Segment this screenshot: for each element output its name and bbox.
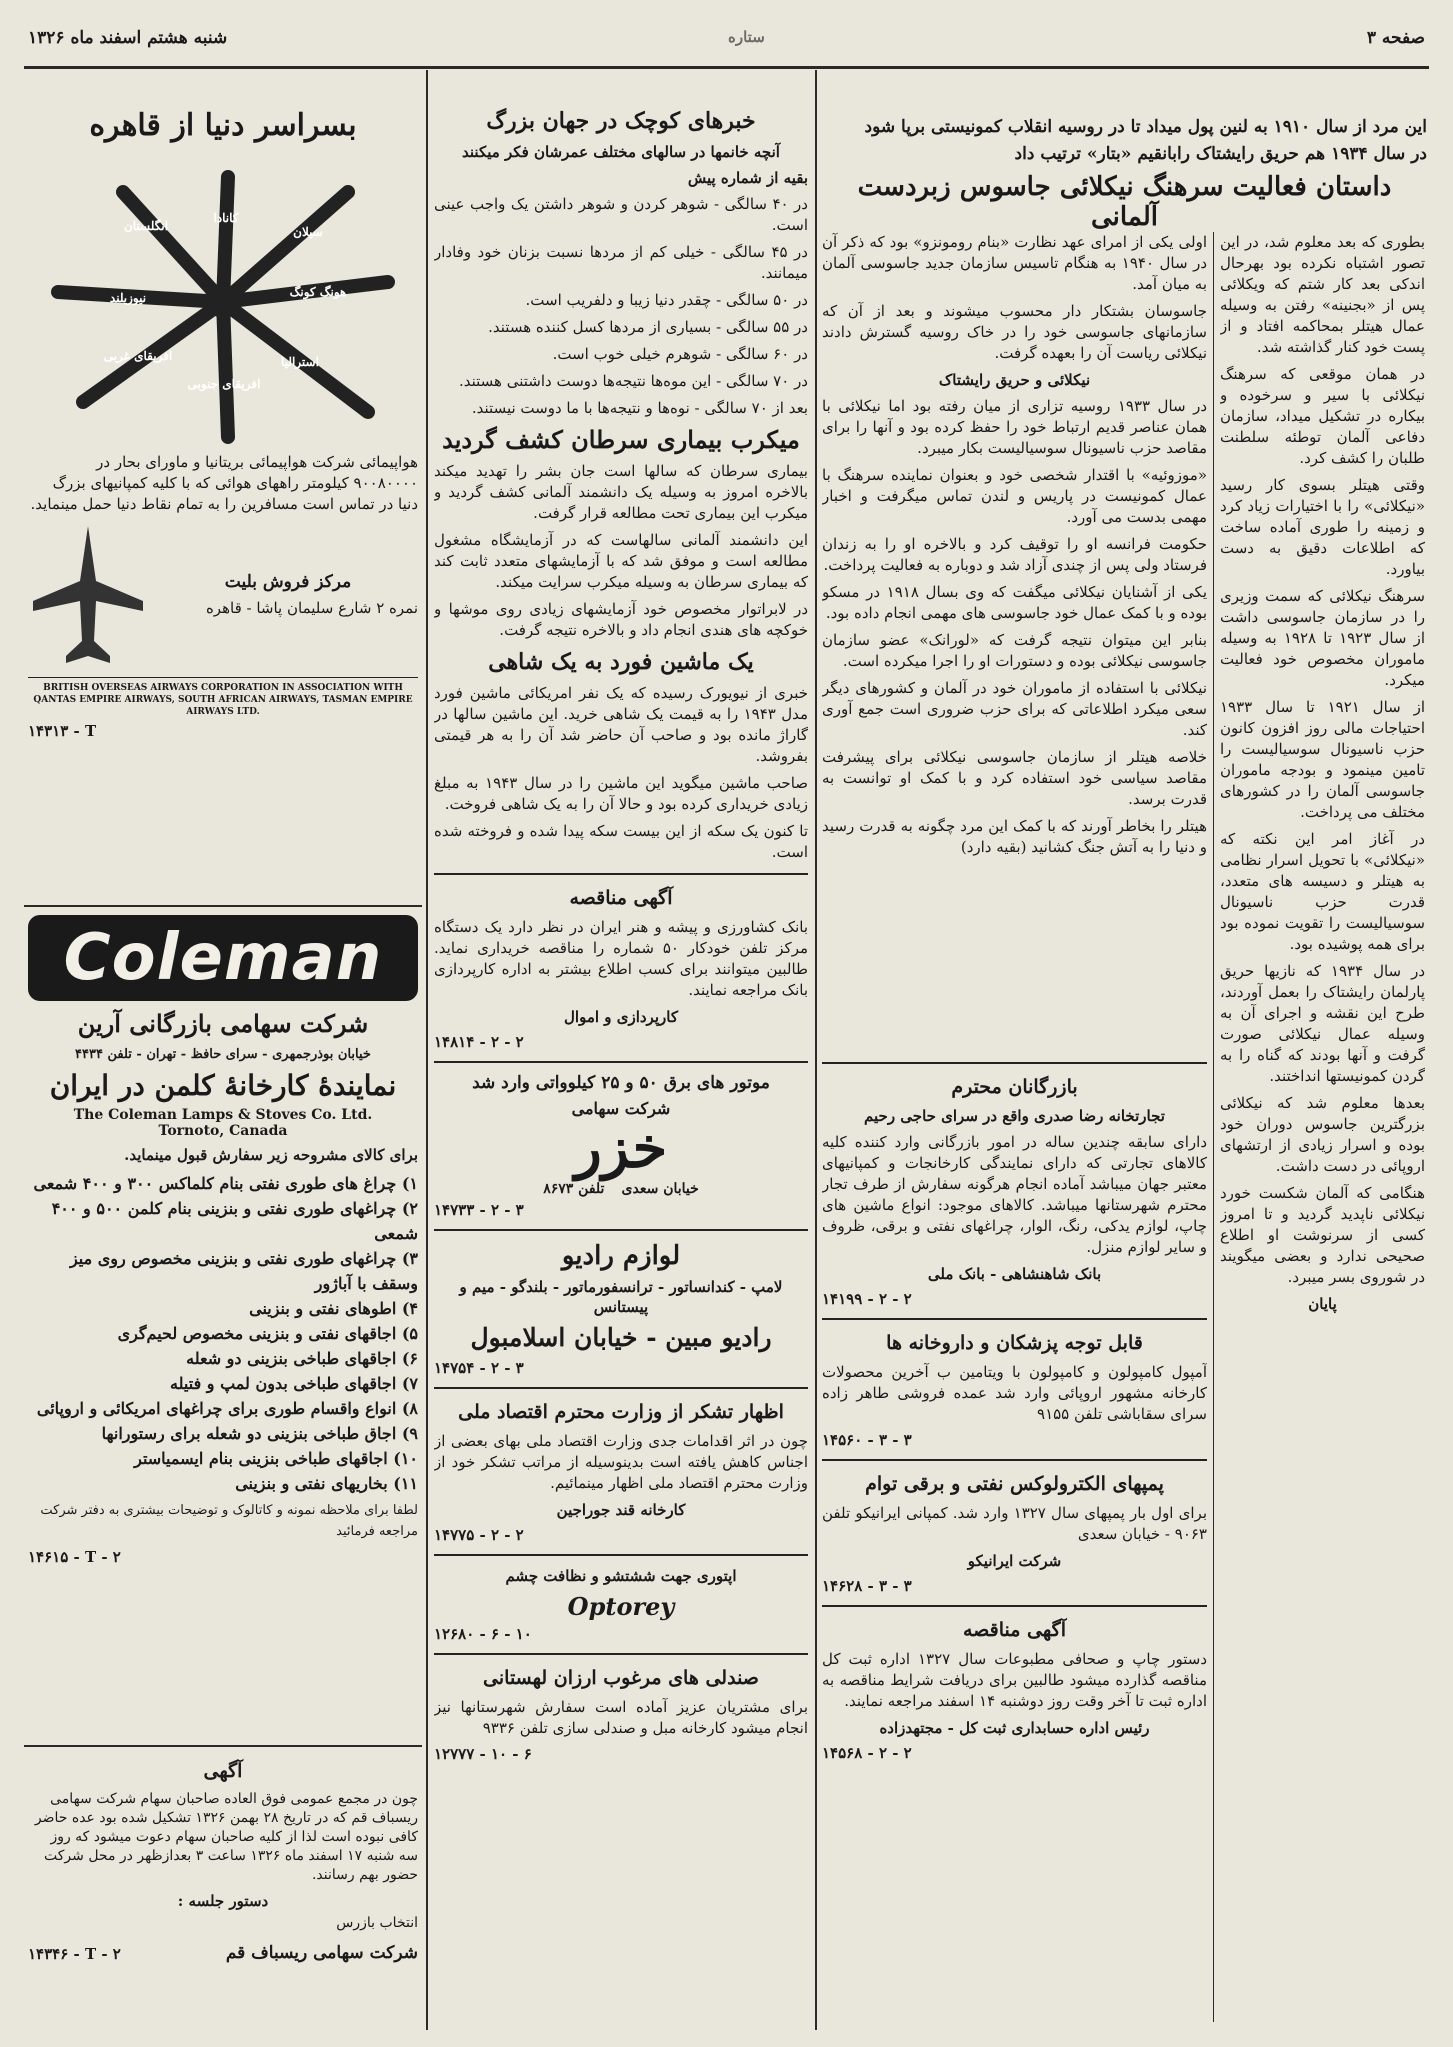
tender-right-body: دستور چاپ و صحافی مطبوعات سال ۱۳۲۷ اداره ثبت کل مناقصه گذارده میشود طالبین برای دریافت شرایط مناقصه به اداره ثبت تا آخر وقت روز دوشنبه ۱۴ اسفند مراجعه نمایند. [822, 1650, 1207, 1710]
radio-big: رادیو مبین - خیابان اسلامبول [470, 1323, 772, 1352]
radio-code: ۱۴۷۵۴ - ۲ - ۳ [434, 1359, 524, 1377]
left-rule-2 [24, 1745, 422, 1747]
spy-p7: در سال ۱۹۳۴ که نازیها حریق پارلمان رایشتاک را بعمل آوردند، طرح این نقشه و اجرای آن به وسیله عمال نیکلائی صورت گرفت و آنها بودند که گناه را به گردن کمونیستها انداختند. [1220, 962, 1425, 1085]
boac-ad [28, 100, 418, 900]
merchants-sub: تجارتخانه رضا صدری واقع در سرای حاجی رحیم [864, 1107, 1165, 1125]
pumps-code: ۱۴۶۲۸ - ۳ - ۳ [822, 1577, 912, 1595]
notice-company: شرکت سهامی ریسباف قم [225, 1943, 418, 1963]
column-rule-3 [1213, 232, 1214, 2022]
coleman-code: ۱۴۶۱۵ - T - ۲ [28, 1548, 121, 1566]
boac-title: بسراسر دنیا از قاهره [89, 108, 357, 143]
coleman-item: ۱۱) بخاریهای نفتی و بنزینی [235, 1474, 418, 1493]
small-news-item-5: در ۶۰ سالگی - شوهرم خیلی خوب است. [552, 345, 808, 363]
boac-office: نمره ۲ شارع سلیمان پاشا - قاهره [205, 599, 418, 617]
issue-date: شنبه هشتم اسفند ماه ۱۳۲۶ [28, 28, 228, 48]
khazar-code: ۱۴۷۳۳ - ۲ - ۳ [434, 1201, 524, 1219]
thanks-title: اظهار تشکر از وزارت محترم اقتصاد ملی [458, 1401, 784, 1423]
ford-p1: خبری از نیویورک رسیده که یک نفر امریکائی ماشین فورد مدل ۱۹۴۳ را به قیمت یک شاهی خرید. این ماشین سالها در گاراژ مانده بود و صاحب آن حاضر شد آن را به هر قیمتی بفروشد. [434, 684, 808, 765]
optorey-title: اپتوری جهت ششتشو و نظافت چشم [505, 1567, 737, 1585]
khazar-name-big: خزر [574, 1115, 668, 1181]
cancer-p1: بیماری سرطان که سالها است جان بشر را تهدید میکند بالاخره امروز به وسیله یک دانشمند آلمانی کشف گردید و میکرب این بیماری تحت مطالعه قرار گرفت. [434, 462, 808, 522]
thanks-signature: کارخانه قند جوراجین [556, 1501, 686, 1519]
coleman-item: ۱) چراغ های طوری نفتی بنام کلماکس ۳۰۰ و ۴۰۰ شمعی [33, 1174, 418, 1193]
coleman-item: ۸) انواع واقسام طوری برای چراغهای امریکائی و اروپائی [36, 1399, 418, 1418]
column-rule-1 [426, 70, 428, 2030]
right-ads [822, 1062, 1207, 2022]
spy-b-p4: «موزوئیه» با اقتدار شخصی خود و بعنوان نماینده سرهنگ با عمال کمونیست در پاریس و لندن تماس میگرفت و اخبار مهمی بدست می آورد. [822, 466, 1207, 526]
small-news-item-2: در ۴۵ سالگی - خیلی کم از مردها نسبت بزنان خود وفادار میمانند. [434, 243, 808, 282]
spy-b-p3: در سال ۱۹۳۳ روسیه تزاری از میان رفته بود اما نیکلائی با همان عناصر قدیم ارتباط خود را حفظ کرده بود و آنها را برای مقاصد حزب ناسیونال سوسیالیست بکار میبرد. [822, 397, 1207, 457]
spy-p6: در آغاز امر این نکته که «نیکلائی» با تحویل اسرار نظامی به هیتلر و دسیسه های متعدد، قدرت حزب ناسیونال سوسیالیست را تقویت نموده بود برای همه پوشیده بود. [1220, 830, 1425, 953]
masthead: ستاره [728, 28, 765, 46]
cancer-p3: در لابراتوار مخصوص خود آزمایشهای زیادی روی موشها و خوکچه های هندی انجام داد و بالاخره نتیجه گرفت. [434, 600, 808, 639]
boac-office-block [28, 521, 418, 671]
route-label: هونگ کونگ [289, 285, 347, 299]
khazar-name-small: شرکت سهامی [571, 1099, 671, 1118]
boac-code: ۱۴۳۱۳ - T [28, 722, 97, 740]
spy-b-p8: نیکلائی با استفاده از ماموران خود در آلمان و کشورهای دیگر سعی میکرد اطلاعاتی که برای حزب ضروری است جمع آوری کند. [822, 679, 1207, 739]
route-label: افریقای غربی [103, 349, 173, 363]
tender-mid-title: آگهی مناقصه [569, 887, 673, 909]
coleman-item: ۷) اجاقهای طباخی بدون لمپ و فتیله [170, 1374, 418, 1393]
spy-p9: هنگامی که آلمان شکست خورد نیکلائی ناپدید گردید و تا امروز کسی از سرنوشت او اطلاع صحیحی ندارد و بعضی میگویند در شوروی بسر میبرد. [1220, 1184, 1425, 1286]
spy-b-p10: هیتلر را بخاطر آورند که با کمک این مرد چگونه به قدرت رسید و دنیا را به آتش جنگ کشانید (بقیه دارد) [822, 817, 1207, 856]
cancer-title: میکرب بیماری سرطان کشف گردید [442, 425, 800, 454]
coleman-item: ۴) اطوهای نفتی و بنزینی [249, 1299, 418, 1318]
spy-headline-1: این مرد از سال ۱۹۱۰ به لنین پول میداد تا در روسیه انقلاب کمونیستی برپا شود [864, 117, 1427, 137]
small-news-item-7: بعد از ۷۰ سالگی - نوه‌ها و نتیجه‌ها با ما دوست نیستند. [471, 399, 808, 417]
notice-agenda-title: دستور جلسه : [177, 1892, 269, 1910]
tender-mid-code: ۱۴۸۱۴ - ۲ - ۲ [434, 1033, 524, 1051]
small-news-item-6: در ۷۰ سالگی - این موه‌ها نتیجه‌ها دوست داشتنی هستند. [458, 372, 808, 390]
pumps-title: پمپهای الکترولوکس نفتی و برقی توام [865, 1473, 1164, 1495]
merchants-body: دارای سابقه چندین ساله در امور بازرگانی وارد کننده کلیه کالاهای تجارتی که دارای نمایندگی کارخانجات و کمپانیهای معتبر جهان میباشد آماده انجام هرگونه سفارش از طرف تجار محترم شهرستانها میباشد. کالاهای موجود: انواع ماشین های چاپ، لوازم یدکی، رنگ، الوار، چراغهای نفتی و برقی، ظروف و سایر لوازم منزل. [822, 1133, 1207, 1256]
radio-body: لامپ - کندانساتور - ترانسفورماتور - بلندگو - میم و پیستانس [459, 1278, 783, 1316]
coleman-note: لطفا برای ملاحظه نمونه و کاتالوک و توضیحات بیشتری به دفتر شرکت مراجعه فرمائید [40, 1503, 418, 1539]
spy-p4: سرهنگ نیکلائی که سمت وزیری را در سازمان جاسوسی داشت از سال ۱۹۲۳ تا ۱۹۲۸ به وسیله ماموران مخصوص خود فعالیت میکرد. [1220, 587, 1425, 689]
notice-footer [28, 1938, 418, 1969]
spy-article-col-b [822, 232, 1207, 1052]
middle-column [434, 100, 808, 2020]
column-rule-2 [815, 70, 817, 2030]
spy-b-p2: جاسوسان بشتکار دار محسوب میشوند و بعد از آن که سازمانهای جاسوسی خود را در خاک روسیه گسترش دادند نیکلائی ریاست آن را بعهده گرفت. [822, 302, 1207, 362]
optorey-brand: Optorey [567, 1592, 675, 1621]
khazar-logo [434, 1099, 808, 1197]
coleman-address: خیابان بوذرجمهری - سرای حافظ - تهران - تلفن ۴۴۳۴ [75, 1047, 371, 1062]
spy-p5: از سال ۱۹۲۱ تا سال ۱۹۳۳ احتیاجات مالی روز افزون کانون حزب ناسیونال سوسیالیست را تامین مینمود و بودجه ماموران جاسوسی آلمان را در کشورهای مختلف می پرداخت. [1220, 698, 1425, 821]
page-header [28, 22, 1425, 62]
coleman-english-2: Tornoto, Canada [158, 1123, 288, 1139]
spy-headline-2: در سال ۱۹۳۴ هم حریق رایشتاک رابانقیم «بتار» ترتیب داد [1014, 144, 1427, 164]
spy-p8: بعدها معلوم شد که نیکلائی بزرگترین جاسوس دوران خود بوده و اسرار زیادی از ارتشهای اروپائی در دست داشت. [1220, 1094, 1425, 1175]
merchants-title: بازرگانان محترم [951, 1076, 1078, 1098]
ford-p2: صاحب ماشین میگوید این ماشین را در سال ۱۹۴۳ به مبلغ زیادی خریداری کرده بود و حالا آن را به یک شاهی فروخت. [434, 774, 808, 813]
coleman-agency: نمایندهٔ کارخانهٔ کلمن در ایران [49, 1069, 397, 1102]
coleman-english-1: The Coleman Lamps & Stoves Co. Ltd. [73, 1107, 373, 1123]
small-news-item-3: در ۵۰ سالگی - چقدر دنیا زیبا و دلفریب است. [525, 291, 808, 309]
route-label: کانادا [213, 211, 239, 225]
route-label: نیوزیلند [109, 291, 147, 305]
coleman-item: ۶) اجاقهای طباخی بنزینی دو شعله [186, 1349, 418, 1368]
boac-body: هواپیمائی شرکت هواپیمائی بریتانیا و ماورای بحار در ۹۰۰۸۰۰۰۰ کیلومتر راههای هوائی که با کلیه کمپانیهای بزرگ دنیا در تماس است مسافرین را به تمام نقاط دنیا حمل مینماید. [30, 453, 418, 513]
merchants-code: ۱۴۱۹۹ - ۲ - ۲ [822, 1290, 912, 1308]
small-news-item-1: در ۴۰ سالگی - شوهر کردن و شوهر داشتن یک واجب عینی است. [434, 195, 808, 234]
coleman-item: ۱۰) اجاقهای طباخی بنزینی بنام ایسمیاستر [134, 1449, 418, 1468]
cancer-p2: این دانشمند آلمانی سالهاست که در آزمایشگاه مشغول مطالعه است و موفق شد که با آزمایشهای متعدد ثابت کند که بیماری سرطان به وسیله میکرب سرایت میکند. [434, 531, 808, 591]
spy-p1: بطوری که بعد معلوم شد، در این تصور اشتباه نکرده بود بهرحال اندکی بعد کار شتم که ویکلائی پس از «بجنینه» رفتن به وسیله عمال هیتلر بمحاکمه افتاد و از پست خود کنار گذاشته شد. [1220, 233, 1425, 356]
boac-plane-icon [28, 521, 148, 671]
spy-b-p9: خلاصه هیتلر از سازمان جاسوسی نیکلائی برای پیشرفت مقاصد سیاسی خود استفاده کرد و با کمک او توانست به قدرت برسد. [822, 748, 1207, 808]
optorey-code: ۱۲۶۸۰ - ۶ - ۱۰ [434, 1625, 532, 1643]
spy-b-sub: نیکلائی و حریق رایشتاک [938, 371, 1091, 389]
spy-b-p7: بنابر این میتوان نتیجه گرفت که «لورانک» عضو سازمان جاسوسی نیکلائی بوده و دستورات او را اجرا میکرده است. [822, 631, 1207, 670]
coleman-logo-text: Coleman [63, 921, 383, 995]
coleman-ad [28, 915, 418, 1735]
spy-b-p6: یکی از آشنایان نیکلائی میگفت که وی بسال ۱۹۱۸ در مسکو بوده و با کمک عمال خود جاسوسی های مهمی انجام داده بود. [822, 583, 1207, 622]
tender-right-title: آگهی مناقصه [963, 1619, 1066, 1641]
boac-office-title: مرکز فروش بلیت [224, 572, 352, 592]
ford-p3: تا کنون یک سکه از این بیست سکه پیدا شده و فروخته شده است. [434, 822, 808, 861]
doctors-code: ۱۴۵۶۰ - ۳ - ۳ [822, 1431, 912, 1449]
spy-title: داستان فعالیت سرهنگ نیکلائی جاسوس زبردست آلمانی [857, 172, 1392, 232]
boac-english: BRITISH OVERSEAS AIRWAYS CORPORATION IN ASSOCIATION WITH QANTAS EMPIRE AIRWAYS, SOUTH AFRICAN AIRWAYS, TASMAN EMPIRE AIRWAYS LTD. [28, 677, 418, 718]
coleman-item: ۹) اجاق طباخی بنزینی دو شعله برای رستورانها [101, 1424, 418, 1443]
coleman-logo [28, 915, 418, 1001]
pumps-body: برای اول بار پمپهای سال ۱۳۲۷ وارد شد. کمپانی ایرانیکو تلفن ۹۰۶۳ - خیابان سعدی [822, 1504, 1207, 1543]
doctors-body: آمپول کامپولون و کامپولون با ویتامین ب آخرین محصولات کارخانه مشهور اروپائی وارد شد عمده فروشی طاهر زاده سرای سقاباشی تلفن ۹۱۵۵ [822, 1363, 1207, 1423]
spy-b-p1: اولی یکی از امرای عهد نظارت «بنام رومونزو» بود که ذکر آن در سال ۱۹۴۰ به هنگام تاسیس سازمان جدید جاسوسی آلمان به میان آمد. [822, 233, 1207, 293]
small-news-cont: بقیه از شماره پیش [687, 169, 808, 187]
small-news-sub: آنچه خانمها در سالهای مختلف عمرشان فکر میکنند [462, 143, 780, 161]
left-rule-1 [24, 905, 422, 907]
route-label: انگلستان [123, 219, 169, 233]
doctors-title: قابل توجه پزشکان و داروخانه ها [886, 1332, 1143, 1354]
chairs-body: برای مشتریان عزیز آماده است سفارش شهرستانها نیز انجام میشود کارخانه مبل و صندلی سازی تلفن ۹۳۳۶ [434, 1698, 808, 1737]
header-rule [24, 66, 1429, 69]
tender-right-code: ۱۴۵۶۸ - ۲ - ۲ [822, 1744, 912, 1762]
spy-article-col-a [1220, 232, 1425, 2022]
khazar-phone: تلفن ۸۶۷۳ [543, 1181, 605, 1197]
spy-p2: در همان موقعی که سرهنگ نیکلائی با سیر و سرخوده و بیکاره در تشکیل میداد، سازمان دفاعی آلمان توطئه سلطنت طلبان را کشف کرد. [1220, 365, 1425, 467]
coleman-item: ۲) چراغهای طوری نفتی و بنزینی بنام کلمن ۵۰۰ و ۴۰۰ شمعی [51, 1199, 418, 1243]
pumps-sub: شرکت ایرانیکو [967, 1552, 1062, 1570]
ford-title: یک ماشین فورد به یک شاهی [488, 649, 754, 675]
coleman-item: ۵) اجاقهای نفتی و بنزینی مخصوص لحیم‌گری [117, 1324, 418, 1343]
route-label: سیلان [293, 225, 323, 239]
boac-route-map [28, 152, 418, 452]
route-label: افریقای جنوبی [187, 377, 261, 391]
notice-body: چون در مجمع عمومی فوق العاده صاحبان سهام شرکت سهامی ریسباف قم که در تاریخ ۲۸ بهمن ۱۳۲۶ تشکیل شده بود عده حاضر کافی نبوده است لذا از کلیه صاحبان سهام دعوت میشود که روز سه شنبه ۱۷ اسفند ماه ۱۳۲۶ ساعت ۳ بعدازظهر در محل شرکت حضور بهم رسانند. [34, 1791, 418, 1883]
coleman-company: شرکت سهامی بازرگانی آرین [77, 1009, 369, 1038]
tender-mid-body: بانک کشاورزی و پیشه و هنر ایران در نظر دارد یک دستگاه مرکز تلفن خودکار ۵۰ شماره را مناقصه خریداری نماید. طالبین میتوانند برای کسب اطلاع بیشتر به اداره کارپردازی بانک مراجعه نمایند. [434, 918, 808, 999]
tender-right-signature: رئیس اداره حسابداری ثبت کل - مجتهدزاده [879, 1719, 1150, 1737]
chairs-code: ۱۲۷۷۷ - ۱۰ - ۶ [434, 1745, 532, 1763]
small-news-item-4: در ۵۵ سالگی - بسیاری از مردها کسل کننده هستند. [488, 318, 808, 336]
chairs-title: صندلی های مرغوب ارزان لهستانی [483, 1667, 759, 1689]
radio-title: لوازم رادیو [561, 1241, 681, 1271]
thanks-code: ۱۴۷۷۵ - ۲ - ۲ [434, 1526, 524, 1544]
spy-article-header [822, 112, 1427, 232]
small-news-title: خبرهای کوچک در جهان بزرگ [486, 108, 756, 134]
spy-b-p5: حکومت فرانسه او را توقیف کرد و بالاخره او را به زندان فرستاد ولی پس از چندی آزاد شد و دوباره به فعالیت پرداخت. [822, 535, 1207, 574]
route-label: استرالیا [281, 355, 319, 369]
notice-ad [28, 1752, 418, 2027]
page-number: صفحه ۳ [1366, 28, 1425, 48]
coleman-item: ۳) چراغهای طوری نفتی و بنزینی مخصوص روی میز وسقف با آباژور [69, 1249, 418, 1293]
spy-p3: وقتی هیتلر بسوی کار رسید «نیکلائی» را با اختیارات زیاد کرد و زمینه را طوری آماده ساخت که اطلاعات دقیق به دست بیاورد. [1220, 476, 1425, 578]
thanks-body: چون در اثر اقدامات جدی وزارت اقتصاد ملی بهای بعضی از اجناس کاهش یافته است بدینوسیله از مراتب تشکر خود از وزارت محترم اقتصاد ملی اظهار مینمائیم. [434, 1432, 808, 1492]
notice-agenda: انتخاب بازرس [336, 1915, 418, 1931]
notice-code: ۱۴۳۴۶ - T - ۲ [28, 1944, 121, 1963]
spy-end: پایان [1308, 1295, 1337, 1313]
coleman-intro: برای کالای مشروحه زیر سفارش قبول مینماید. [124, 1146, 418, 1164]
khazar-top: موتور های برق ۵۰ و ۲۵ کیلوواتی وارد شد [472, 1073, 770, 1093]
khazar-street: خیابان سعدی [621, 1181, 699, 1197]
notice-title: آگهی [203, 1760, 243, 1782]
merchants-note: بانک شاهنشاهی - بانک ملی [927, 1265, 1102, 1283]
tender-mid-signature: کارپردازی و اموال [564, 1008, 678, 1026]
